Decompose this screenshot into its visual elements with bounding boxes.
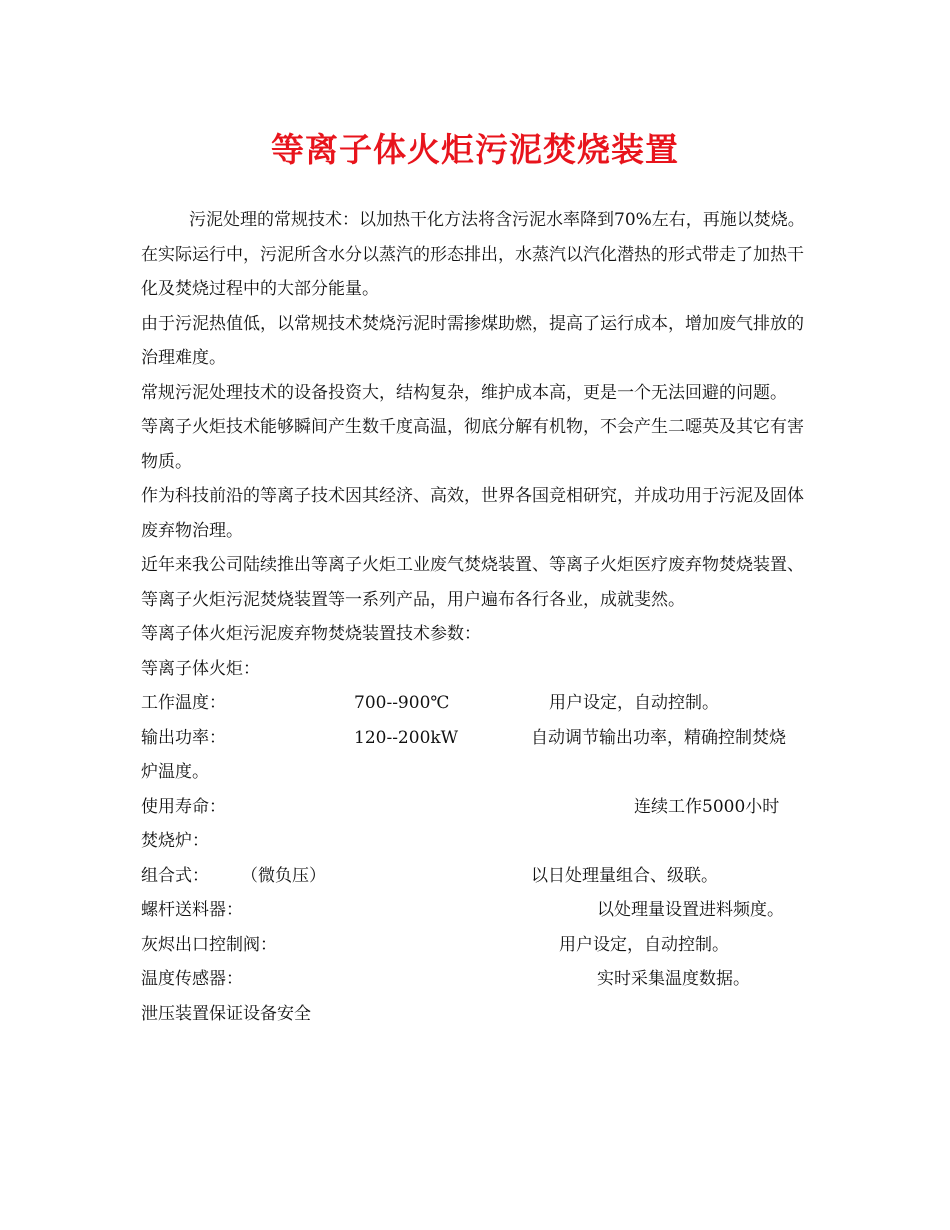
paragraph-low-heat-value: 由于污泥热值低，以常规技术焚烧污泥时需掺煤助燃，提高了运行成本，增加废气排放的治理难度。 <box>141 313 804 368</box>
spec-row-power-cont <box>141 755 813 790</box>
spec-label-feeder: 螺杆送料器： <box>141 900 243 920</box>
spec-row-combination <box>141 859 813 894</box>
paragraph-conventional-tech: 污泥处理的常规技术：以加热干化方法将含污泥水率降到70%左右，再施以焚烧。 <box>189 210 805 230</box>
spec-label-power: 输出功率： <box>141 727 226 748</box>
spec-value-power: 120--200kW <box>354 727 459 748</box>
spec-text-relief: 泄压装置保证设备安全 <box>141 1003 311 1024</box>
spec-note-ash-valve: 用户设定，自动控制。 <box>559 934 729 955</box>
spec-label-combination: 组合式： <box>141 865 209 886</box>
spec-note-power: 自动调节输出功率，精确控制焚烧 <box>531 727 786 748</box>
spec-row-sensor <box>141 962 813 997</box>
paragraph-investment: 常规污泥处理技术的设备投资大，结构复杂，维护成本高，更是一个无法回避的问题。 <box>141 382 787 403</box>
spec-row-relief <box>141 997 813 1032</box>
paragraph-plasma-temp: 等离子火炬技术能够瞬间产生数千度高温，彻底分解有机物，不会产生二噁英及其它有害物质。 <box>141 417 804 472</box>
spec-note-lifetime: 连续工作5000小时 <box>634 796 780 817</box>
spec-value-temperature: 700--900℃ <box>354 693 450 713</box>
paragraph-moisture: 在实际运行中，污泥所含水分以蒸汽的形态排出，水蒸汽以汽化潜热的形式带走了加热干化及焚烧过程中的大部分能量。 <box>141 244 804 299</box>
spec-label-temperature: 工作温度： <box>141 693 226 713</box>
spec-label-ash-valve: 灰烬出口控制阀： <box>141 934 277 955</box>
paragraph-spec-intro: 等离子体火炬污泥废弃物焚烧装置技术参数： <box>141 624 481 644</box>
torch-heading: 等离子体火炬： <box>141 658 260 679</box>
paragraph-company-products: 近年来我公司陆续推出等离子火炬工业废气焚烧装置、等离子火炬医疗废弃物焚烧装置、等离子火炬污泥焚烧装置等一系列产品，用户遍布各行各业，成就斐然。 <box>141 555 804 610</box>
document-title: 等离子体火炬污泥焚烧装置 <box>271 130 679 169</box>
furnace-heading: 焚烧炉： <box>141 831 209 851</box>
spec-row-lifetime <box>141 790 813 825</box>
spec-note-feeder: 以处理量设置进料频度。 <box>597 900 784 920</box>
spec-label-lifetime: 使用寿命： <box>141 796 226 817</box>
furnace-heading-row <box>141 824 813 859</box>
spec-row-feeder <box>141 893 813 928</box>
spec-row-temperature <box>141 686 813 721</box>
paragraph-frontier-tech: 作为科技前沿的等离子技术因其经济、高效，世界各国竞相研究，并成功用于污泥及固体废弃物治理。 <box>141 486 804 541</box>
spec-row-ash-valve <box>141 928 813 963</box>
spec-note-combination: 以日处理量组合、级联。 <box>531 865 718 886</box>
spec-note-power-cont: 炉温度。 <box>141 762 209 782</box>
spec-row-power <box>141 721 813 756</box>
spec-value-combination: （微负压） <box>241 865 326 886</box>
document-body <box>141 203 813 1031</box>
spec-note-temperature: 用户设定，自动控制。 <box>549 693 719 713</box>
torch-heading-row <box>141 652 813 687</box>
spec-note-sensor: 实时采集温度数据。 <box>597 969 750 989</box>
spec-label-sensor: 温度传感器： <box>141 969 243 989</box>
